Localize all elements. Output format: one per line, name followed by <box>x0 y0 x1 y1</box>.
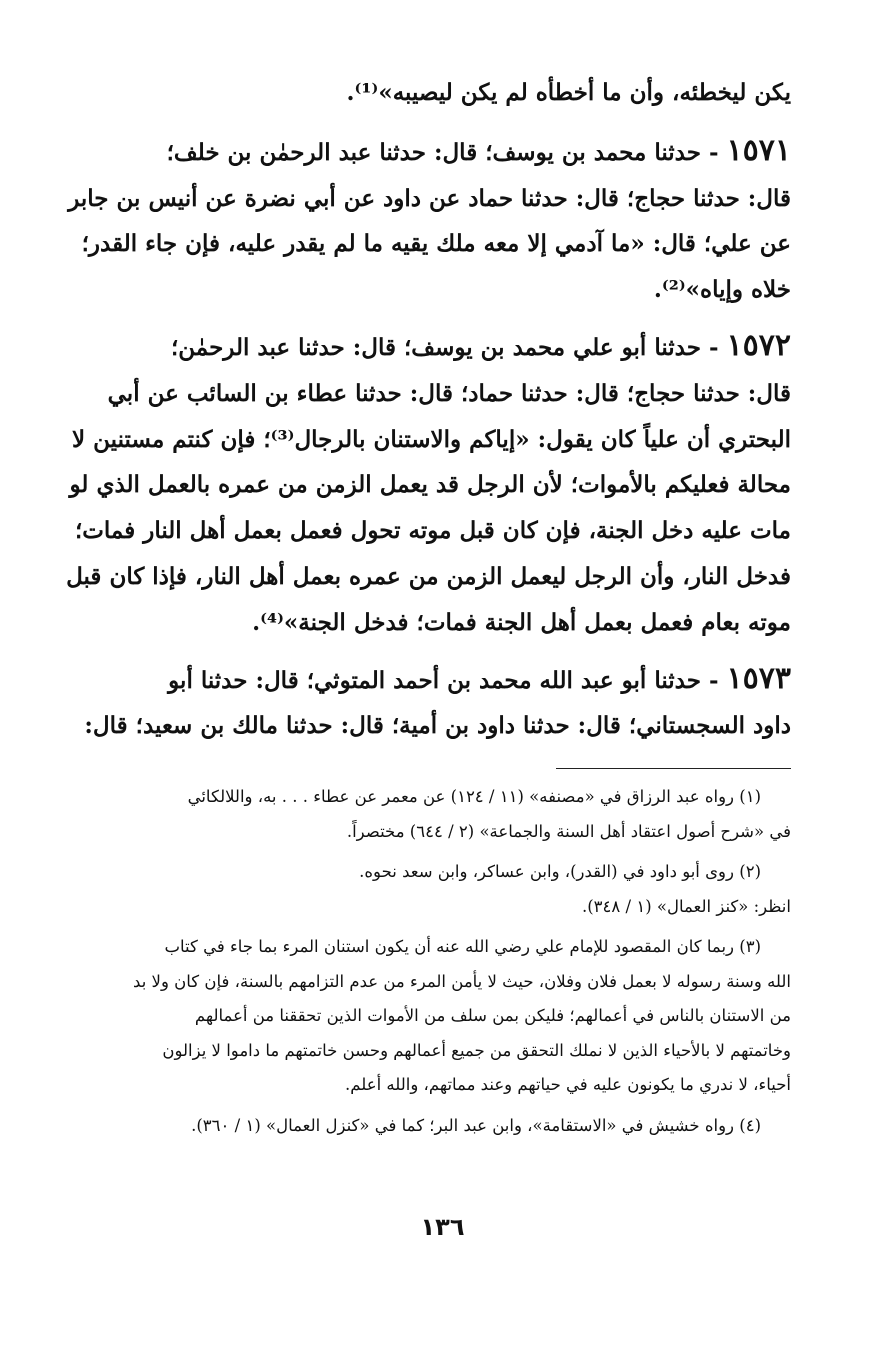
text-line: قال: حدثنا حجاج؛ قال: حدثنا حماد عن داود عن أبي نضرة عن أنيس بن جابر <box>68 184 791 212</box>
hadith-number: ١٥٧٣ <box>726 660 791 696</box>
footnote-4 <box>58 1109 791 1144</box>
footnote-3 <box>58 930 791 1103</box>
footnote-1 <box>58 780 791 849</box>
footnote-line: أحياء، لا ندري ما يكونون عليه في حياتهم وعند مماتهم، والله أعلم. <box>345 1075 791 1094</box>
footnote-line: (٣) ربما كان المقصود للإمام علي رضي الله عنه أن يكون استنان المرء بما جاء في كتاب <box>164 937 761 956</box>
hadith-number: ١٥٧٢ <box>726 327 791 363</box>
text-line: قال: حدثنا حجاج؛ قال: حدثنا حماد؛ قال: حدثنا عطاء بن السائب عن أبي <box>107 379 791 407</box>
footnotes <box>58 780 791 1143</box>
footnote-2 <box>58 855 791 924</box>
footnote-line: وخاتمتهم لا بالأحياء الذين لا نملك التحقق من جميع أعمالهم وحسن خاتمتهم ما داموا لا يزالون <box>162 1040 791 1060</box>
footnote-line: (٤) رواه خشيش في «الاستقامة»، وابن عبد البر؛ كما في «كنزل العمال» (١ / ٣٦٠). <box>191 1115 761 1135</box>
text-line: داود السجستاني؛ قال: حدثنا داود بن أمية؛ قال: حدثنا مالك بن سعيد؛ قال: <box>84 712 791 740</box>
footnote-line: من الاستنان بالناس في أعمالهم؛ فليكن بمن سلف من الأموات الذين تحققنا من أعمالهم <box>194 1006 791 1025</box>
text-line: فدخل النار، وأن الرجل ليعمل الزمن من عمره بعمل أهل النار، فإذا كان قبل <box>66 562 791 590</box>
text-line: عن علي؛ قال: «ما آدمي إلا معه ملك يقيه ما لم يقدر عليه، فإن جاء القدر؛ <box>81 230 791 258</box>
hadith-number: ١٥٧١ <box>726 132 791 168</box>
text-fragment: - حدثنا أبو عبد الله محمد بن أحمد المتوثي؛ قال: حدثنا أبو <box>168 666 719 694</box>
text-fragment: - حدثنا محمد بن يوسف؛ قال: حدثنا عبد الرحمٰن بن خلف؛ <box>166 138 719 166</box>
text-line: مات عليه دخل الجنة، فإن كان قبل موته تحول فعمل بعمل أهل النار فمات؛ <box>74 517 791 545</box>
hadith-1571 <box>58 128 791 313</box>
text-line: محالة فعليكم بالأموات؛ لأن الرجل قد يعمل الزمن من عمره بالعمل الذي لو <box>69 471 791 499</box>
text-line: موته بعام فعمل بعمل أهل الجنة فمات؛ فدخل الجنة»⁽⁴⁾. <box>252 608 791 636</box>
text-fragment: - حدثنا أبو علي محمد بن يوسف؛ قال: حدثنا عبد الرحمٰن؛ <box>170 333 719 361</box>
page-number: ١٣٦ <box>420 1213 465 1241</box>
footnote-line: في «شرح أصول اعتقاد أهل السنة والجماعة» (٢ / ٦٤٤) مختصراً. <box>346 821 791 841</box>
footnote-line: انظر: «كنز العمال» (١ / ٣٤٨). <box>581 896 791 916</box>
footnote-line: الله وسنة رسوله لا بعمل فلان وفلان، حيث لا يأمن المرء من عدم التزامهم بالسنة، فإن كان ولا بد <box>133 971 791 991</box>
footnote-separator <box>556 768 791 769</box>
footnote-line: (٢) روى أبو داود في (القدر)، وابن عساكر، وابن سعد نحوه. <box>359 862 761 881</box>
text-line <box>58 323 791 371</box>
hadith-1572 <box>58 323 791 646</box>
hadith-1573 <box>58 656 791 750</box>
text-line: يكن ليخطئه، وأن ما أخطأه لم يكن ليصيبه»⁽¹⁾. <box>346 79 791 106</box>
text-line: خلاه وإياه»⁽²⁾. <box>653 276 791 304</box>
intro-paragraph <box>58 70 791 116</box>
main-text <box>58 70 791 759</box>
text-line: البحتري أن علياً كان يقول: «إياكم والاستنان بالرجال⁽³⁾؛ فإن كنتم مستنين لا <box>72 425 791 453</box>
text-line <box>58 128 791 176</box>
text-line <box>58 656 791 704</box>
footnote-line: (١) رواه عبد الرزاق في «مصنفه» (١١ / ١٢٤) عن معمر عن عطاء . . . به، واللالكائي <box>187 787 761 806</box>
